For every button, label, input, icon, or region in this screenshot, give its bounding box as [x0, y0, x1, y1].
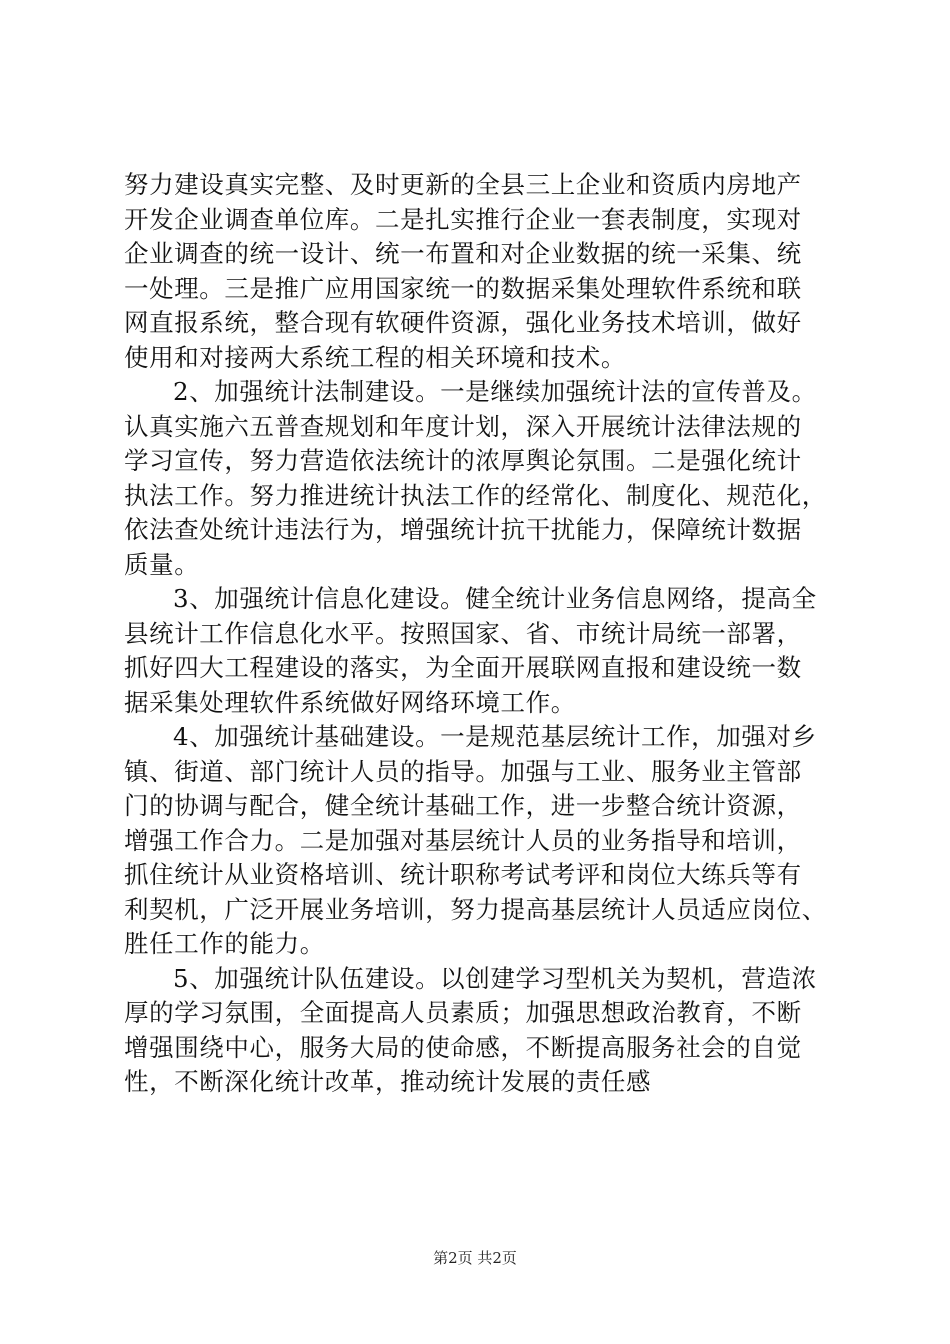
text-line: 抓好四大工程建设的落实，为全面开展联网直报和建设统一数: [124, 653, 802, 682]
text-line: 网直报系统，整合现有软硬件资源，强化业务技术培训，做好: [124, 308, 802, 337]
document-body: [124, 168, 840, 1100]
text-line: 一处理。三是推广应用国家统一的数据采集处理软件系统和联: [124, 273, 802, 303]
text-line: 依法查处统计违法行为，增强统计抗干扰能力，保障统计数据: [124, 515, 802, 544]
text-line: 使用和对接两大系统工程的相关环境和技术。: [124, 342, 626, 372]
paragraph-first-line: 4、加强统计基础建设。一是规范基层统计工作，加强对乡: [173, 722, 817, 751]
text-line: 企业调查的统一设计、统一布置和对企业数据的统一采集、统: [124, 239, 802, 268]
text-line: 性，不断深化统计改革，推动统计发展的责任感: [124, 1067, 652, 1096]
text-line: 认真实施六五普查规划和年度计划，深入开展统计法律法规的: [124, 411, 802, 441]
paragraph-first-line: 3、加强统计信息化建设。健全统计业务信息网络，提高全: [173, 584, 817, 613]
text-line: 胜任工作的能力。: [124, 929, 325, 958]
text-line: 学习宣传，努力营造依法统计的浓厚舆论氛围。二是强化统计: [124, 446, 802, 475]
text-line: 努力建设真实完整、及时更新的全县三上企业和资质内房地产: [124, 170, 802, 199]
text-line: 厚的学习氛围，全面提高人员素质；加强思想政治教育，不断: [124, 998, 802, 1027]
text-line: 镇、街道、部门统计人员的指导。加强与工业、服务业主管部: [124, 756, 802, 786]
text-line: 抓住统计从业资格培训、统计职称考试考评和岗位大练兵等有: [124, 860, 802, 889]
text-line: 县统计工作信息化水平。按照国家、省、市统计局统一部署，: [124, 618, 802, 648]
page-number: 第2页 共2页: [433, 1249, 517, 1267]
text-line: 质量。: [124, 549, 200, 579]
text-line: 执法工作。努力推进统计执法工作的经常化、制度化、规范化，: [124, 480, 827, 510]
text-line: 利契机，广泛开展业务培训，努力提高基层统计人员适应岗位、: [124, 894, 827, 924]
text-line: 增强围绕中心，服务大局的使命感，不断提高服务社会的自觉: [124, 1032, 802, 1062]
text-line: 开发企业调查单位库。二是扎实推行企业一套表制度，实现对: [124, 204, 802, 234]
text-line: 门的协调与配合，健全统计基础工作，进一步整合统计资源，: [124, 791, 802, 820]
text-line: 据采集处理软件系统做好网络环境工作。: [124, 687, 576, 717]
paragraph-first-line: 2、加强统计法制建设。一是继续加强统计法的宣传普及。: [173, 377, 817, 406]
text-line: 增强工作合力。二是加强对基层统计人员的业务指导和培训，: [124, 825, 802, 855]
paragraph-first-line: 5、加强统计队伍建设。以创建学习型机关为契机，营造浓: [173, 963, 817, 993]
page-footer: [0, 1247, 950, 1268]
